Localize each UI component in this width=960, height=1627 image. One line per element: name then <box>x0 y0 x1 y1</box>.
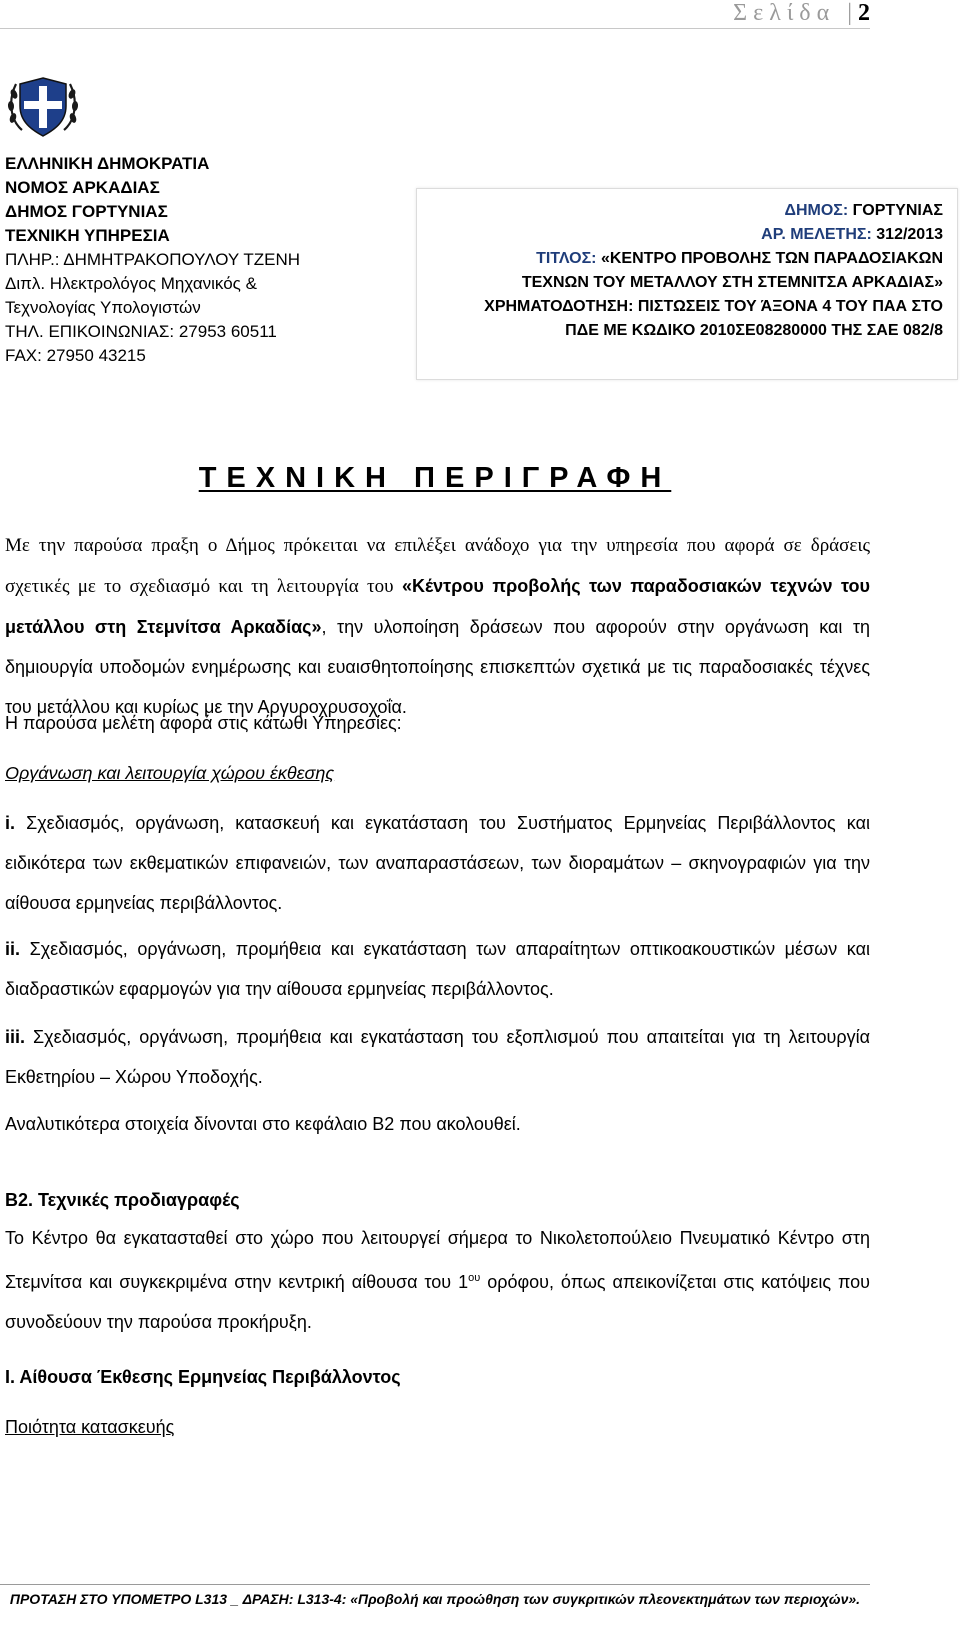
sender-title-line-2: Τεχνολογίας Υπολογιστών <box>5 298 201 317</box>
document-title: ΤΕΧΝΙΚΗ ΠΕΡΙΓΡΑΦΗ <box>198 462 672 494</box>
sender-prefecture: ΝΟΜΟΣ ΑΡΚΑΔΙΑΣ <box>5 178 160 197</box>
service-item-text: Σχεδιασμός, οργάνωση, προμήθεια και εγκατάσταση των απαραίτητων οπτικοακουστικών μέσων και διαδραστικών εφαρμογών για την αίθουσα ερμηνείας περιβάλλοντος. <box>5 939 870 999</box>
page-footer: ΠΡΟΤΑΣΗ ΣΤΟ ΥΠΟΜΕΤΡΟ L313 _ ΔΡΑΣΗ: L313-4: «Προβολή και προώθηση των συγκριτικών πλεονεκτημάτων των περιοχών». <box>0 1584 870 1607</box>
sender-phone: ΤΗΛ. ΕΠΙΚΟΙΝΩΝΙΑΣ: 27953 60511 <box>5 322 277 341</box>
services-intro: Η παρούσα μελέτη αφορά στις κάτωθι Υπηρεσίες: <box>5 713 402 733</box>
details-note: Αναλυτικότερα στοιχεία δίνονται στο κεφάλαιο Β2 που ακολουθεί. <box>5 1114 521 1134</box>
greek-coat-of-arms-icon <box>6 70 80 144</box>
service-item-text: Σχεδιασμός, οργάνωση, προμήθεια και εγκατάσταση του εξοπλισμού που απαιτείται για τη λειτουργία Εκθετηρίου – Χώρου Υποδοχής. <box>5 1027 870 1087</box>
page-number: Σελίδα |2 <box>733 0 870 26</box>
service-item-marker: ii. <box>5 939 21 959</box>
ordinal-suffix: ου <box>468 1272 481 1284</box>
study-title-line-2: ΤΕΧΝΩΝ ΤΟΥ ΜΕΤΑΛΛΟΥ ΣΤΗ ΣΤΕΜΝΙΤΣΑ ΑΡΚΑΔΙΑΣ» <box>521 274 943 291</box>
study-title-line-1: ΤΙΤΛΟΣ: «ΚΕΝΤΡΟ ΠΡΟΒΟΛΗΣ ΤΩΝ ΠΑΡΑΔΟΣΙΑΚΩΝ <box>536 250 943 267</box>
sender-fax: FAX: 27950 43215 <box>5 346 146 365</box>
intro-serif-text: Με την παρούσα πραξη ο Δήμος πρόκειται να επιλέξει ανάδοχο για την υπηρεσία που αφορά σε δράσεις σχετικές με το σχεδιασμό και τη λειτουργία του <box>5 535 870 597</box>
service-item-ii <box>5 929 870 1009</box>
sender-contact-person: ΠΛΗΡ.: ΔΗΜΗΤΡΑΚΟΠΟΥΛΟΥ ΤΖΕΝΗ <box>5 250 301 269</box>
intro-rest-text: , την υλοποίηση δράσεων που αφορούν στην οργάνωση και τη δημιουργία υποδομών ενημέρωσης και ευαισθητοποίησης επισκεπτών σχετικά με τις παραδοσιακές τέχνες του μετάλλου και κυρίως με την Αργυροχρυσοχοΐα. <box>5 617 870 717</box>
service-item-marker: i. <box>5 813 16 833</box>
service-item-i <box>5 803 870 923</box>
sender-block <box>5 152 300 368</box>
section-i-heading: Ι. Αίθουσα Έκθεσης Ερμηνείας Περιβάλλοντος <box>5 1367 401 1387</box>
service-item-marker: iii. <box>5 1027 26 1047</box>
service-item-text: Σχεδιασμός, οργάνωση, κατασκευή και εγκατάσταση του Συστήματος Ερμηνείας Περιβάλλοντος και ειδικότερα των εκθεματικών επιφανειών, των αναπαραστάσεων, των διοραμάτων – σκηνογραφιών για την αίθουσα ερμηνείας περιβάλλοντος. <box>5 813 870 913</box>
b2-heading: Β2. Τεχνικές προδιαγραφές <box>5 1190 240 1210</box>
intro-bold-text: «Κέντρου προβολής των παραδοσιακών τεχνών του μετάλλου στη Στεμνίτσα Αρκαδίας» <box>5 576 870 637</box>
study-number: ΑΡ. ΜΕΛΕΤΗΣ: 312/2013 <box>761 226 943 243</box>
page-word: Σελίδα <box>733 0 836 26</box>
sender-department: ΤΕΧΝΙΚΗ ΥΠΗΡΕΣΙΑ <box>5 226 170 245</box>
service-item-iii <box>5 1017 870 1097</box>
intro-paragraph <box>5 525 870 727</box>
page-header <box>0 0 870 29</box>
b2-paragraph: Το Κέντρο θα εγκατασταθεί στο χώρο που λειτουργεί σήμερα το Νικολετοπούλειο Πνευματικό Κέντρο στη Στεμνίτσα και συγκεκριμένα στην κεντρική αίθουσα του $1^{o\upsilon}$ ορόφου, όπως απεικονίζεται στις κατόψεις που συνοδεύουν την παρούσα προκήρυξη. <box>5 1228 870 1332</box>
sender-title-line-1: Διπλ. Ηλεκτρολόγος Μηχανικός & <box>5 274 257 293</box>
quality-heading: Ποιότητα κατασκευής <box>5 1417 175 1437</box>
study-info-box <box>416 188 958 380</box>
study-municipality: ΔΗΜΟΣ: ΓΟΡΤΥΝΙΑΣ <box>784 202 943 219</box>
sender-municipality: ΔΗΜΟΣ ΓΟΡΤΥΝΙΑΣ <box>5 202 168 221</box>
study-funding-line-1: ΧΡΗΜΑΤΟΔΟΤΗΣΗ: ΠΙΣΤΩΣΕΙΣ ΤΟΥ ΆΞΟΝΑ 4 ΤΟΥ ΠΑΑ ΣΤΟ <box>484 298 943 315</box>
page-number-value: 2 <box>858 0 870 26</box>
study-funding-line-2: ΠΔΕ ΜΕ ΚΩΔΙΚΟ 2010ΣΕ08280000 ΤΗΣ ΣΑΕ 082/8 <box>565 322 943 339</box>
section-heading-exhibition: Οργάνωση και λειτουργία χώρου έκθεσης <box>5 763 335 783</box>
sender-country: ΕΛΛΗΝΙΚΗ ΔΗΜΟΚΡΑΤΙΑ <box>5 154 210 173</box>
